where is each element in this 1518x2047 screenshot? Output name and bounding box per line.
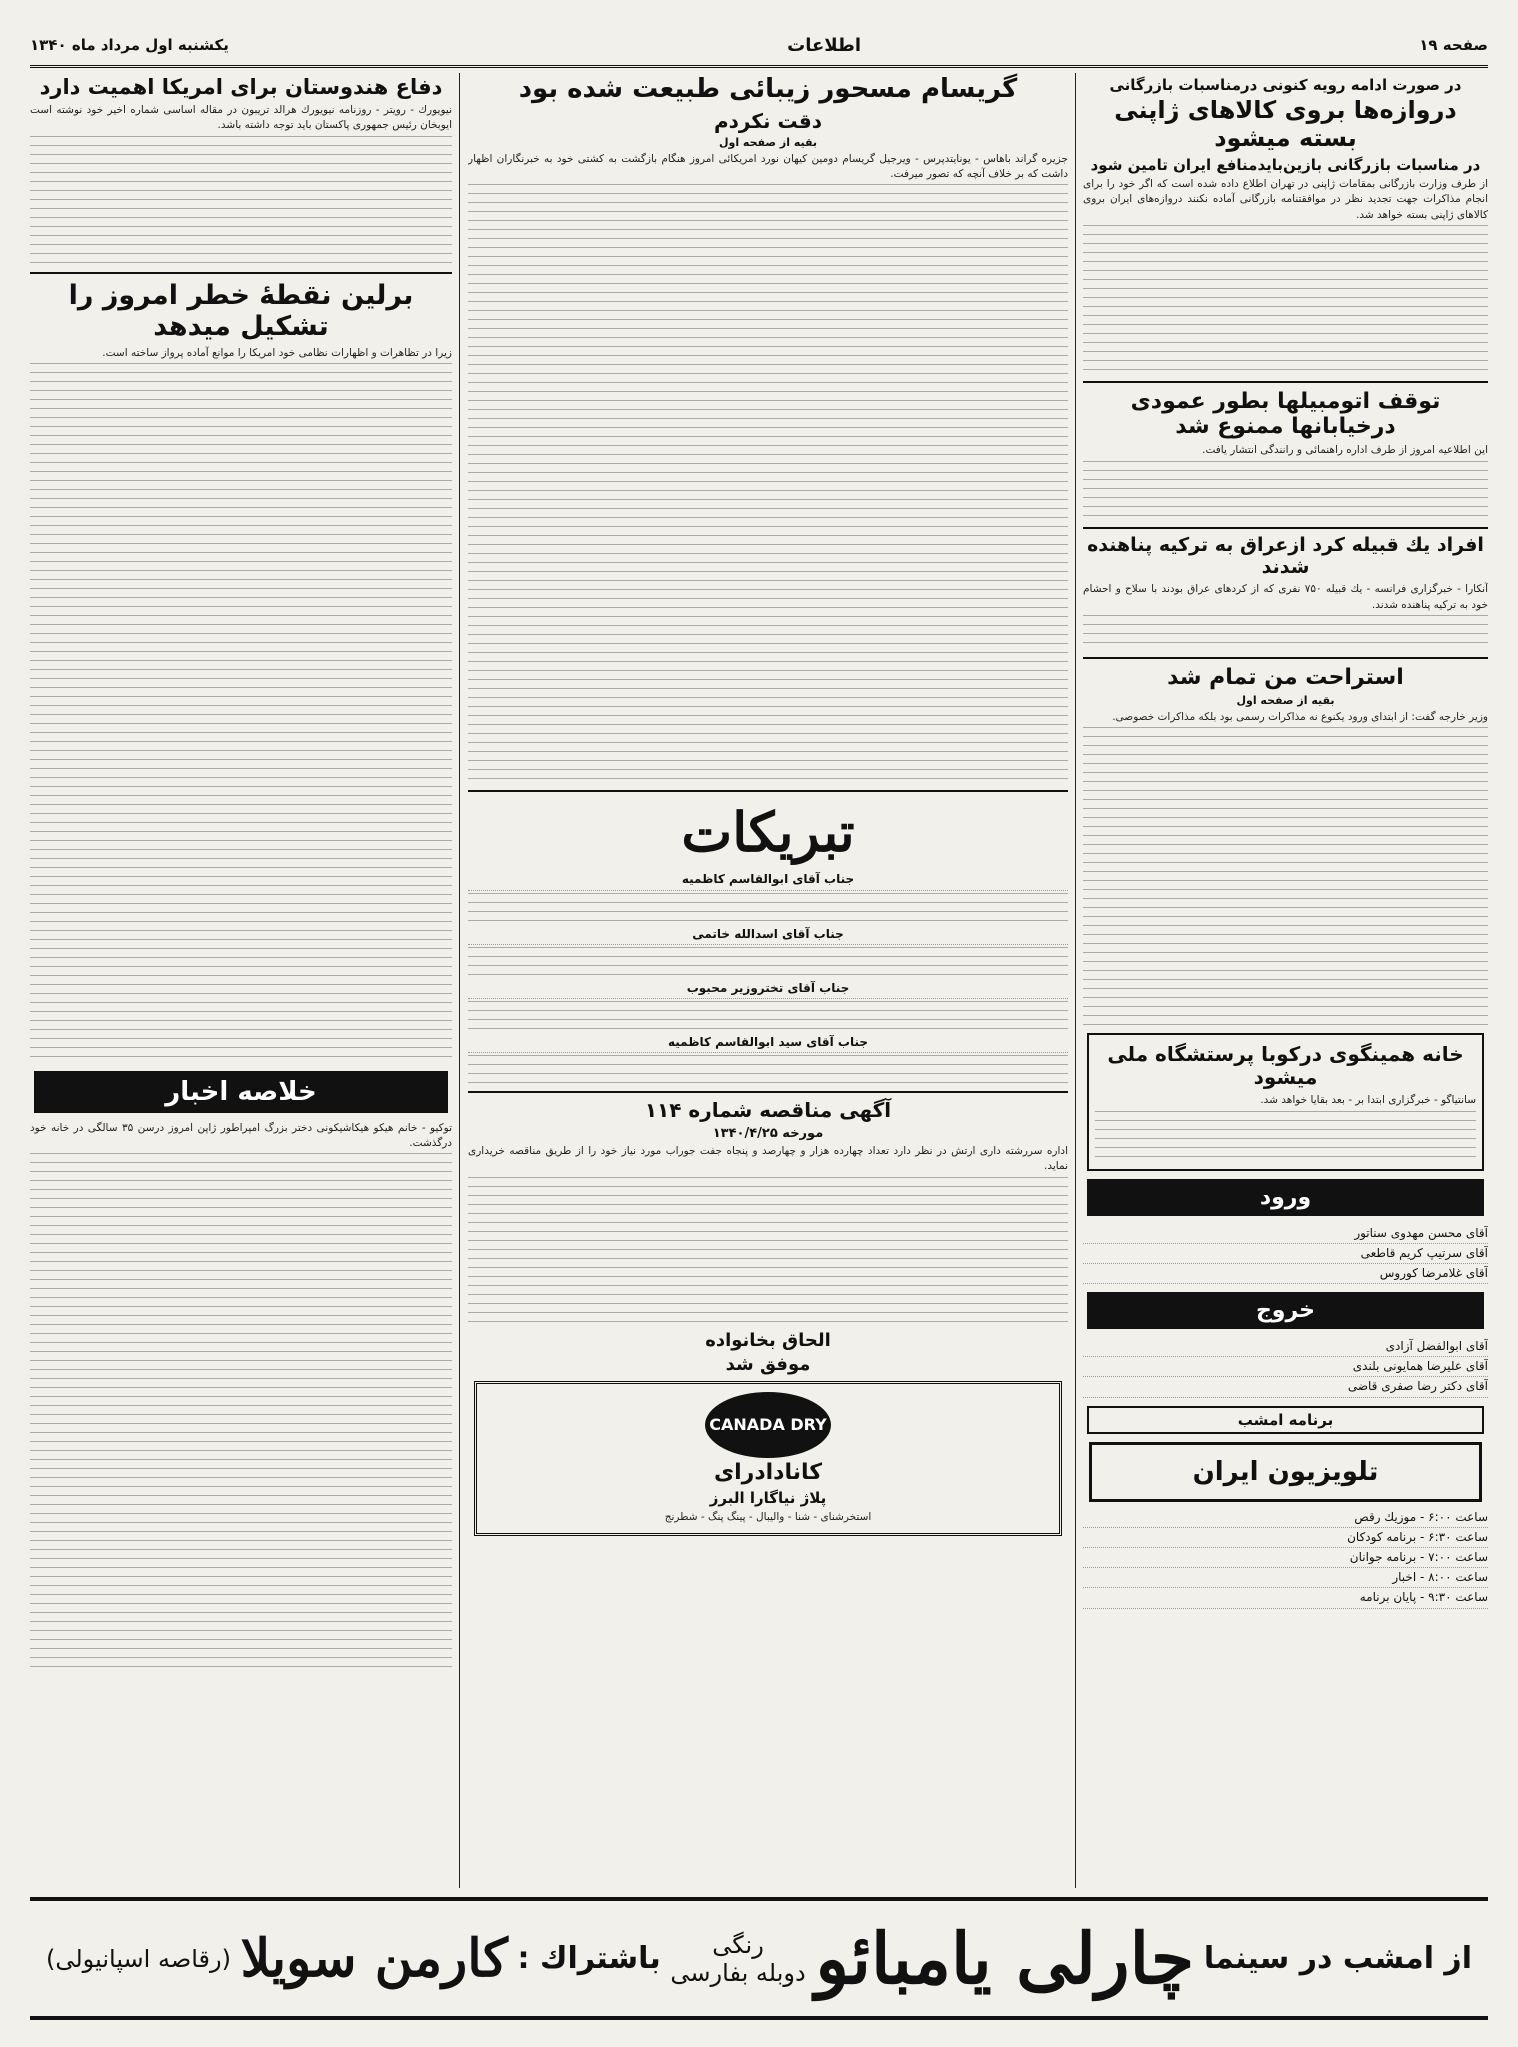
summary-banner: خلاصه اخبار [34, 1071, 448, 1113]
congrats-item: جناب آقای تختروزیر محبوب [468, 979, 1068, 999]
column-right [1083, 73, 1488, 1893]
page-number: صفحه ۱۹ [1419, 36, 1488, 54]
summary-body: توکیو - خانم هیکو هیکاشیکونی دختر بزرگ امپراطور ژاپن امروز درسن ۳۵ سالگی در خانه خود درگذشت. [30, 1121, 452, 1150]
page-header [30, 25, 1488, 68]
arrival-banner: ورود [1087, 1179, 1484, 1216]
rest-body: وزیر خارجه گفت: از ابتدای ورود یکنوع نه مذاکرات رسمی بود بلکه مذاکرات خصوصی. [1112, 711, 1488, 724]
jp-headline: دروازه‌ها بروی کالاهای ژاپنی بسته میشود [1114, 96, 1457, 152]
ad-role: (رقاصه اسپانیولی) [46, 1944, 231, 1973]
jp-body: از طرف وزارت بازرگانی بمقامات ژاپنی در تهران اطلاع داده شده است که اگر خود را برای انجام مذاکرات جهت تجدید نظر در موافقتنامه بازرگانی آماده نکنند دروازه‌های ایران بروی کالاهای ژاپنی بسته خواهد شد. [1083, 178, 1488, 221]
congrats-item: جناب آقای اسدالله خاتمی [468, 925, 1068, 945]
jp-kicker: در صورت ادامه رویه کنونی درمناسبات بازرگانی [1109, 76, 1462, 94]
cars-text-block [1083, 461, 1488, 521]
hemingway-box [1087, 1033, 1484, 1170]
tv-item: ساعت ۶:۳۰ - برنامه كودكان [1083, 1528, 1488, 1548]
silk-body: جزیره گراند باهاس - یونایتدپرس - ویرجیل گریسام دومین کیهان نورد امریکائی امروز هنگام بازگشت به کشتی خود به خبرنگاران اظهار داشت که بر خلاف آنچه که تصور میرفت. [468, 152, 1068, 181]
departure-item: آقای دكتر رضا صفری قاضی [1083, 1377, 1488, 1397]
canada-location: پلاژ نیاگارا البرز [709, 1488, 827, 1507]
column-rule [459, 73, 460, 1888]
rest-note: بقیه از صفحه اول [1236, 694, 1335, 708]
ad-title: چارلی یامبائو [815, 1917, 1195, 2000]
arrival-item: آقای محسن مهدوی سناتور [1083, 1224, 1488, 1244]
paper-name: اطلاعات [787, 34, 862, 56]
india-headline: دفاع هندوستان برای امریكا اهمیت دارد [39, 75, 443, 99]
iraq-text-block [1083, 615, 1488, 651]
india-text-block [30, 136, 452, 266]
tender-date: مورخه ۱۳۴۰/۴/۲۵ [712, 1126, 824, 1142]
newspaper-page [30, 25, 1488, 2020]
column-rule [1075, 73, 1076, 1888]
tonight-heading: برنامه امشب [1087, 1406, 1484, 1434]
success-headline: موفق شد [725, 1353, 811, 1375]
silk-headline: گریسام مسحور زیبائی طبیعت شده بود [518, 74, 1018, 104]
silk-text-block [468, 184, 1068, 784]
ad-lead: از امشب در سینما [1203, 1941, 1472, 1976]
tv-logo: تلویزیون ایران [1089, 1442, 1482, 1502]
arrival-item: آقای غلامرضا كوروس [1083, 1264, 1488, 1284]
canada-dry-logo: CANADA DRY [705, 1392, 831, 1458]
hemingway-text-block [1095, 1111, 1476, 1161]
berlin-text-block [30, 363, 452, 1063]
ad-color: رنگی [712, 1930, 764, 1959]
jp-text-block [1083, 225, 1488, 375]
berlin-body: زیرا در تظاهرات و اظهارات نظامی خود امریكا را موانع آماده پرواز ساخته است. [102, 346, 452, 359]
issue-date: یکشنبه اول مرداد ماه ۱۳۴۰ [30, 36, 229, 54]
silk-note: بقیه از صفحه اول [718, 135, 818, 149]
rest-headline: استراحت من تمام شد [1167, 664, 1404, 690]
column-middle [468, 73, 1068, 1893]
departure-item: آقای ابوالفضل آزادی [1083, 1337, 1488, 1357]
cars-headline: توقف اتومبیلها بطور عمودی درخیابانها ممنوع شد [1130, 388, 1441, 440]
ad-with: باشتراك : [517, 1941, 661, 1976]
hemingway-body: سانتیاگو - خبرگزاری ابتدا بر - بعد بقایا خواهد شد. [1260, 1094, 1476, 1107]
tv-item: ساعت ۹:۳۰ - پایان برنامه [1083, 1588, 1488, 1608]
departure-banner: خروج [1087, 1292, 1484, 1329]
arrival-item: آقای سرتیپ کریم قاطعی [1083, 1244, 1488, 1264]
canada-dry-ad [474, 1381, 1062, 1537]
canada-text: استخرشنای - شنا - والیبال - پینگ پنگ - شطرنج [664, 1510, 872, 1523]
tv-item: ساعت ۸:۰۰ - اخبار [1083, 1568, 1488, 1588]
iraq-headline: افراد یك قبیله كرد ازعراق به تركیه پناهنده شدند [1087, 533, 1484, 578]
india-body: نیویورك - رویتر - روزنامه نیویورك هرالد تریبون در مقاله اساسی شماره اخیر خود نوشته است ایوبخان رئیس جمهوری پاکستان باید توجه داشته باشد. [30, 104, 452, 132]
congrats-heading: تبریکات [681, 800, 855, 865]
tender-body: اداره سررشته داری ارتش در نظر دارد تعداد چهارده هزار و چهارصد و پنجاه جفت جوراب مورد نیاز خود را از طریق مناقصه خریداری نماید. [468, 1145, 1068, 1173]
jp-subhead: در مناسبات بازرگانی بازین‌بایدمنافع ایران تامین شود [1090, 156, 1481, 175]
arrival-list [1083, 1224, 1488, 1285]
ad-star: كارمن سویلا [240, 1928, 508, 1989]
summary-text-block [30, 1153, 452, 1673]
canada-title: كانادادرای [713, 1459, 823, 1485]
cars-body: این اطلاعیه امروز از طرف اداره راهنمائی و رانندگی انتشار یافت. [1202, 444, 1488, 457]
tender-headline: آگهی مناقصه شماره ۱۱۴ [644, 1098, 892, 1123]
ad-dubbed: دوبله بفارسی [670, 1958, 806, 1987]
departure-item: آقای علیرضا همایونی بلندی [1083, 1357, 1488, 1377]
join-headline: الحاق بخانواده [705, 1329, 831, 1351]
tender-text-block [468, 1177, 1068, 1327]
tv-item: ساعت ۶:۰۰ - موزیك رقص [1083, 1508, 1488, 1528]
cinema-ad [30, 1897, 1488, 2020]
silk-subhead: دقت نكردم [714, 108, 822, 133]
tv-schedule [1083, 1508, 1488, 1609]
iraq-body: آنکارا - خبرگزاری فرانسه - یك قبیله ۷۵۰ نفری كه از كردهای عراق بودند با سلاح و احشام خود به تركیه پناهنده شدند. [1083, 583, 1488, 611]
congrats-item: جناب آقای ابوالقاسم كاظمیه [468, 870, 1068, 890]
congrats-list [468, 870, 1068, 1085]
berlin-headline: برلین نقطهٔ خطر امروز را تشكیل میدهد [68, 279, 414, 342]
column-left [30, 73, 452, 1893]
rest-text-block [1083, 727, 1488, 1027]
congrats-item: جناب آقای سید ابوالقاسم كاظمیه [468, 1033, 1068, 1053]
tv-item: ساعت ۷:۰۰ - برنامه جوانان [1083, 1548, 1488, 1568]
hemingway-headline: خانه همینگوی دركوبا پرستشگاه ملی میشود [1107, 1042, 1464, 1090]
departure-list [1083, 1337, 1488, 1398]
